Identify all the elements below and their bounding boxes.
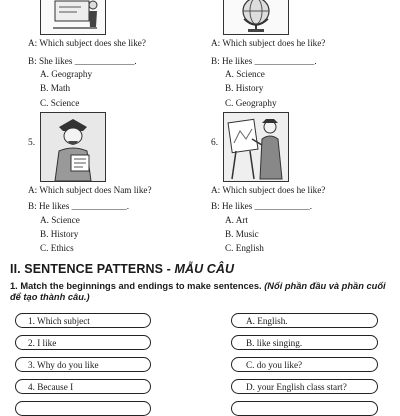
beginning-item-2[interactable]: 2. I like bbox=[15, 335, 151, 350]
exercise-5-option-a[interactable]: A. Science bbox=[40, 215, 80, 225]
exercise-6-option-b[interactable]: B. Music bbox=[225, 229, 259, 239]
exercise-4-option-a[interactable]: A. Science bbox=[225, 69, 265, 79]
beginning-item-1[interactable]: 1. Which subject bbox=[15, 313, 151, 328]
exercise-6-option-c[interactable]: C. English bbox=[225, 243, 264, 253]
ending-item-a[interactable]: A. English. bbox=[231, 313, 378, 328]
task-number: 1. bbox=[10, 281, 18, 291]
exercise-3-question: A: Which subject does she like? bbox=[28, 38, 146, 48]
ending-item-e-partial bbox=[231, 401, 378, 416]
exercise-5-option-c[interactable]: C. Ethics bbox=[40, 243, 74, 253]
exercise-6-question: A: Which subject does he like? bbox=[211, 185, 326, 195]
exercise-4-option-c[interactable]: C. Geography bbox=[225, 98, 277, 108]
exercise-5-answer-stem: B: He likes ____________. bbox=[28, 201, 130, 211]
beginning-item-5-partial bbox=[15, 401, 151, 416]
exercise-5-question: A: Which subject does Nam like? bbox=[28, 185, 152, 195]
exercise-4-answer-stem: B: He likes _____________. bbox=[211, 56, 317, 66]
exercise-6-number: 6. bbox=[211, 138, 219, 148]
section-title bbox=[10, 262, 234, 276]
picture-exercise-5 bbox=[40, 112, 106, 182]
section-title-en: II. SENTENCE PATTERNS - bbox=[10, 262, 175, 276]
exercise-3-option-a[interactable]: A. Geography bbox=[40, 69, 93, 79]
section-title-vi: MẪU CÂU bbox=[174, 262, 235, 276]
exercise-6-option-a[interactable]: A. Art bbox=[225, 215, 248, 225]
picture-exercise-3 bbox=[40, 0, 106, 35]
ending-item-c[interactable]: C. do you like? bbox=[231, 357, 378, 372]
exercise-6-answer-stem: B: He likes ____________. bbox=[211, 201, 313, 211]
exercise-3-option-c[interactable]: C. Science bbox=[40, 98, 80, 108]
task-instruction-en: Match the beginnings and endings to make sentences. bbox=[20, 281, 265, 291]
exercise-5-number: 5. bbox=[28, 138, 36, 148]
ending-item-d[interactable]: D. your English class start? bbox=[231, 379, 378, 394]
exercise-4-question: A: Which subject does he like? bbox=[211, 38, 326, 48]
exercise-3-answer-stem: B: She likes _____________. bbox=[28, 56, 137, 66]
task-instruction bbox=[10, 281, 395, 303]
task-instruction-vi: (Nối phần đầu và phần cuối để tạo thành câu.) bbox=[10, 281, 386, 303]
exercise-4-option-b[interactable]: B. History bbox=[225, 83, 264, 93]
picture-exercise-6 bbox=[223, 112, 289, 182]
ending-item-b[interactable]: B. like singing. bbox=[231, 335, 378, 350]
exercise-5-option-b[interactable]: B. History bbox=[40, 229, 79, 239]
picture-exercise-4 bbox=[223, 0, 289, 35]
beginning-item-4[interactable]: 4. Because I bbox=[15, 379, 151, 394]
beginning-item-3[interactable]: 3. Why do you like bbox=[15, 357, 151, 372]
exercise-3-option-b[interactable]: B. Math bbox=[40, 83, 71, 93]
